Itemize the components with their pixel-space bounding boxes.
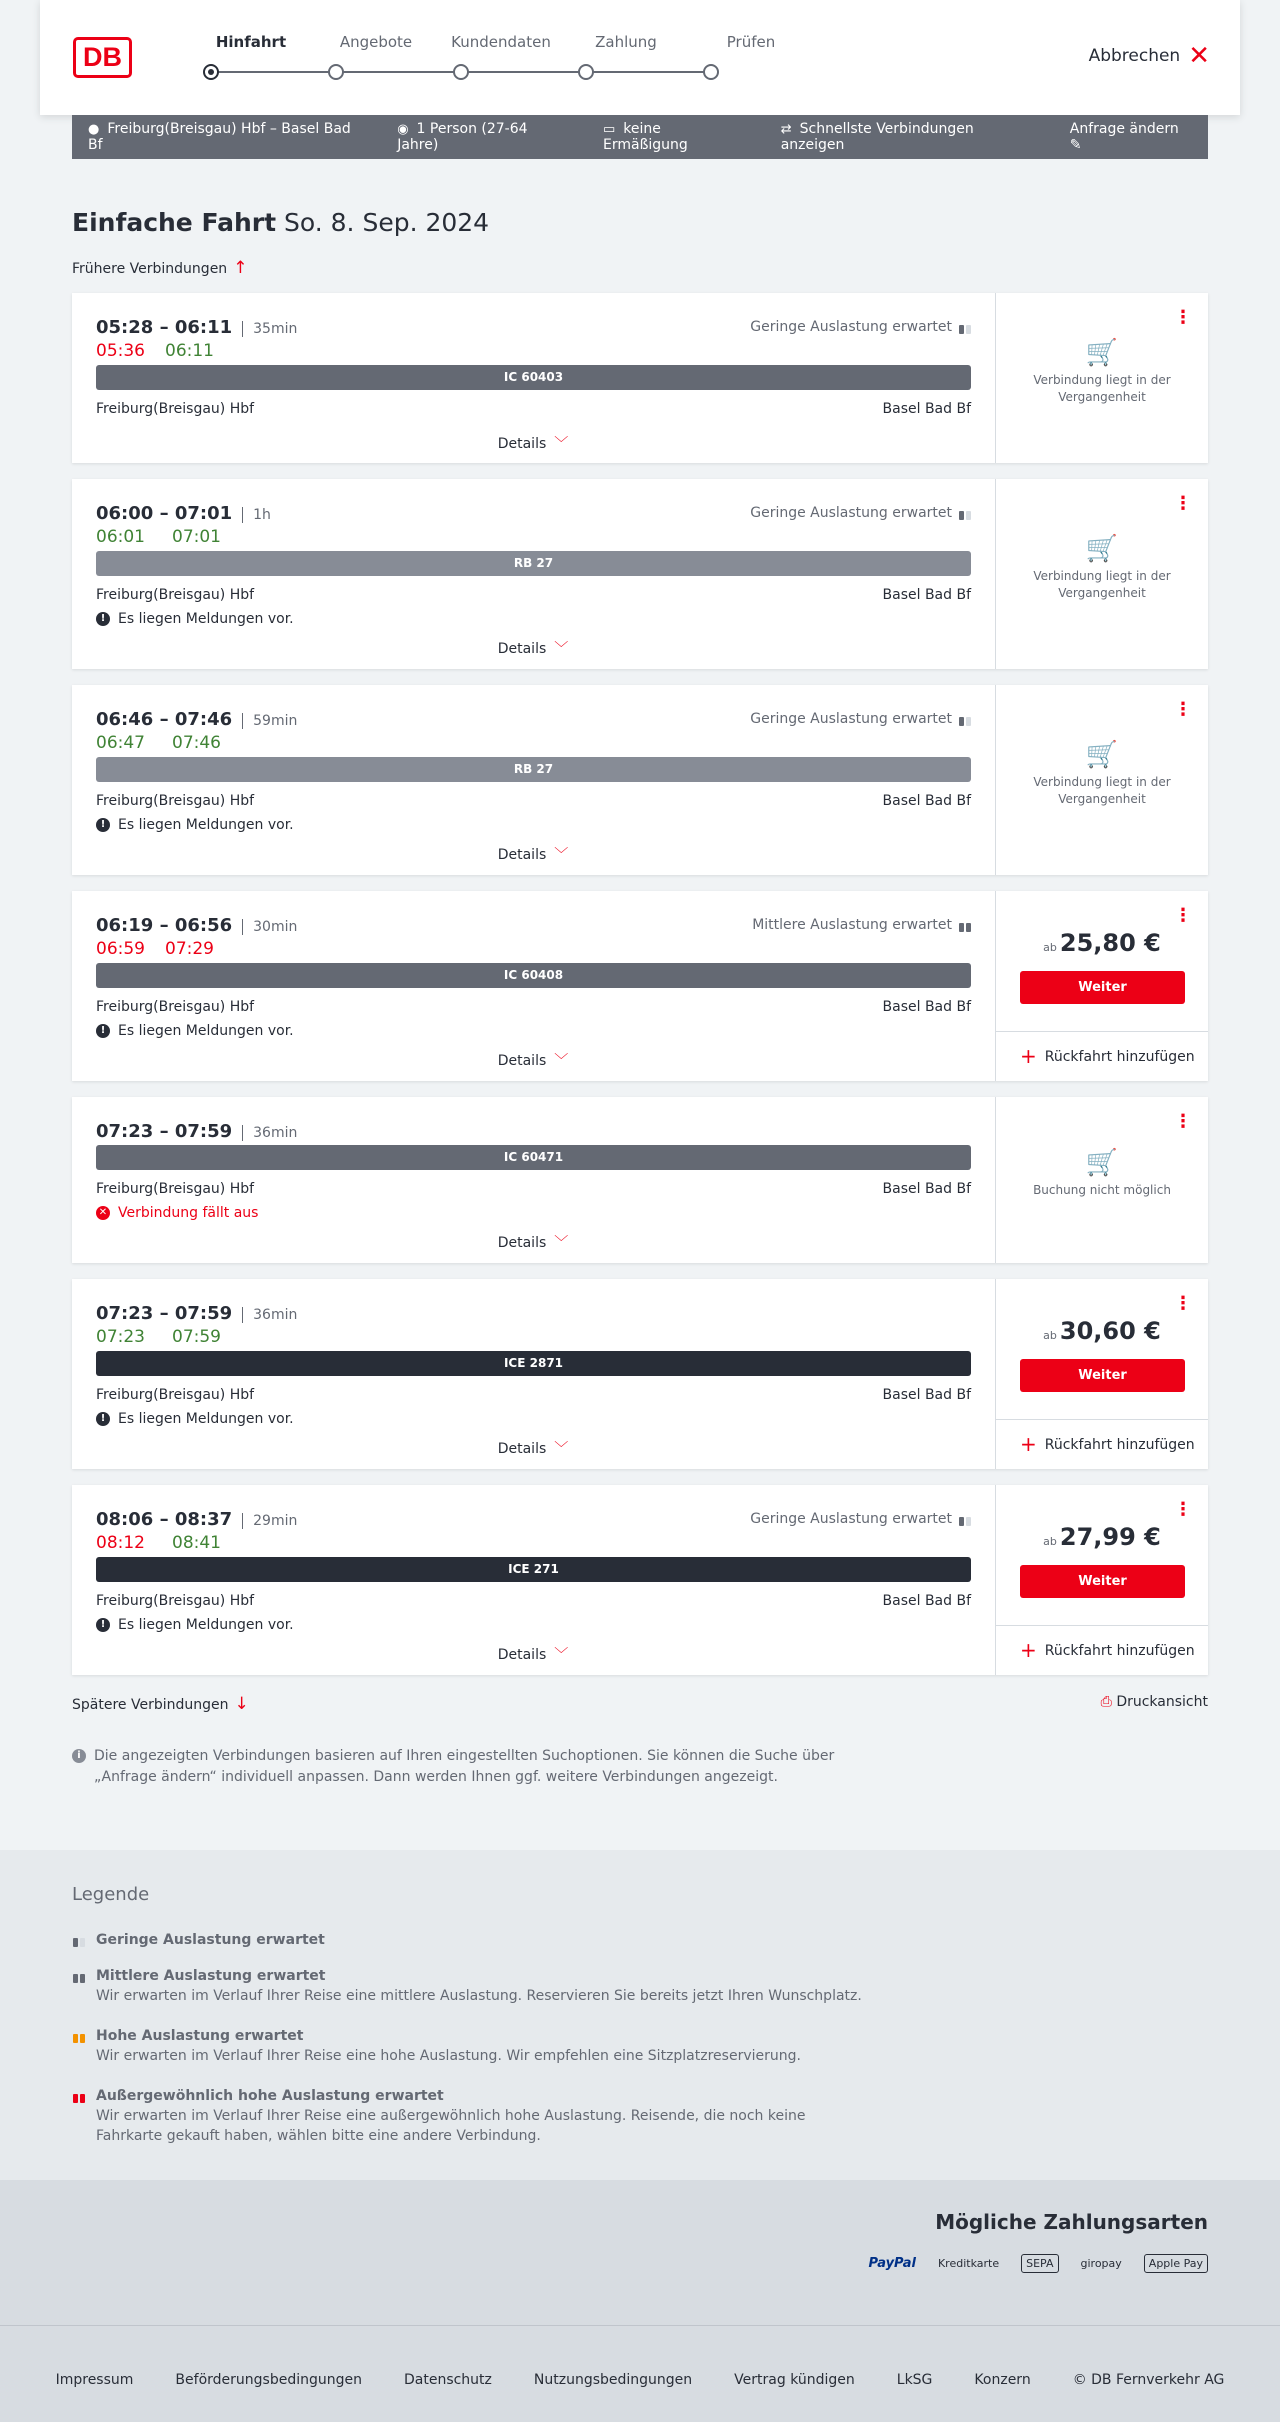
connection-duration: 29min <box>242 1513 297 1529</box>
realtime-departure: 06:59 <box>96 939 145 959</box>
occupancy-high-icon <box>72 2029 86 2043</box>
connection-info <box>72 1485 994 1675</box>
cancel-circle-icon: ✕ <box>96 1206 110 1220</box>
step-kundendaten: Kundendaten <box>451 33 551 51</box>
connection-times: 08:06 – 08:37 29min <box>96 1509 298 1530</box>
page-title: Einfache Fahrt So. 8. Sep. 2024 <box>72 208 490 237</box>
booking-panel <box>995 685 1208 875</box>
connection-times: 07:23 – 07:59 36min <box>96 1121 298 1142</box>
more-options-icon[interactable]: ⋮ <box>1174 307 1192 328</box>
person-icon: ◉ <box>397 122 409 137</box>
booking-state: 🛒 Buchung nicht möglich <box>996 1155 1208 1199</box>
summary-option: ⇄ Schnellste Verbindungen anzeigen <box>780 121 974 153</box>
occupancy-low-icon <box>958 506 972 520</box>
step-dot-angebote <box>328 64 344 80</box>
earlier-connections-link[interactable]: Frühere Verbindungen ↑ <box>72 258 248 278</box>
more-options-icon[interactable]: ⋮ <box>1174 1293 1192 1314</box>
connection-info <box>72 891 994 1081</box>
realtime-arrival: 07:59 <box>172 1327 221 1347</box>
continue-button[interactable]: Weiter <box>1020 971 1185 1004</box>
arrival-station: Basel Bad Bf <box>882 401 971 417</box>
realtime-departure: 08:12 <box>96 1533 145 1553</box>
apple-pay-icon: Apple Pay <box>1144 2254 1208 2273</box>
db-logo[interactable]: DB <box>73 37 132 78</box>
realtime-arrival: 07:46 <box>172 733 221 753</box>
footer-link-impressum[interactable]: Impressum <box>55 2372 134 2388</box>
service-message[interactable]: ! Es liegen Meldungen vor. <box>96 611 294 627</box>
occupancy-low-icon <box>958 320 972 334</box>
connection-card <box>72 685 1208 875</box>
giropay-icon: giropay <box>1080 2257 1122 2270</box>
arrival-station: Basel Bad Bf <box>882 1593 971 1609</box>
realtime-arrival: 06:11 <box>165 341 214 361</box>
footer-link-konzern[interactable]: Konzern <box>974 2372 1031 2388</box>
legend-item-low: Geringe Auslastung erwartet <box>72 1930 325 1950</box>
occupancy-extreme-icon <box>72 2089 86 2103</box>
step-hinfahrt: Hinfahrt <box>215 33 287 51</box>
realtime-arrival: 07:29 <box>165 939 214 959</box>
arrow-up-icon: ↑ <box>233 258 248 278</box>
change-request-button[interactable]: Anfrage ändern ✎ <box>1069 121 1179 153</box>
close-icon: ✕ <box>1188 41 1210 71</box>
summary-discount: ▭ keine Ermäßigung <box>603 121 688 153</box>
step-dot-kundendaten <box>453 64 469 80</box>
add-return-trip-button[interactable]: + Rückfahrt hinzufügen <box>996 1031 1208 1081</box>
train-bar: ICE 2871 <box>96 1351 971 1376</box>
arrival-station: Basel Bad Bf <box>882 587 971 603</box>
booking-state: 🛒 Verbindung liegt in der Vergangenheit <box>996 747 1208 808</box>
connection-card <box>72 1485 1208 1675</box>
continue-button[interactable]: Weiter <box>1020 1359 1185 1392</box>
details-toggle[interactable]: Details ﹀ <box>497 1647 569 1663</box>
occupancy-medium-icon <box>72 1969 86 1983</box>
realtime-departure: 06:01 <box>96 527 145 547</box>
connection-duration: 36min <box>242 1125 297 1141</box>
connection-card <box>72 891 1208 1081</box>
realtime-departure: 06:47 <box>96 733 145 753</box>
top-bar <box>40 0 1240 115</box>
connection-duration: 1h <box>242 507 271 523</box>
occupancy-low-icon <box>958 1512 972 1526</box>
more-options-icon[interactable]: ⋮ <box>1174 1499 1192 1520</box>
departure-station: Freiburg(Breisgau) Hbf <box>96 999 255 1015</box>
details-toggle[interactable]: Details ﹀ <box>497 641 569 657</box>
legend-item-high: Hohe Auslastung erwartet Wir erwarten im Verlauf Ihrer Reise eine hohe Auslastung. Wir empfehlen eine Sitzplatzreservierung. <box>72 2026 801 2066</box>
connection-card <box>72 1097 1208 1263</box>
footer-link-lksg[interactable]: LkSG <box>896 2372 933 2388</box>
connection-times: 06:19 – 06:56 30min <box>96 915 298 936</box>
realtime-departure: 05:36 <box>96 341 145 361</box>
alert-icon: ! <box>96 1618 110 1632</box>
realtime-departure: 07:23 <box>96 1327 145 1347</box>
train-bar: RB 27 <box>96 757 971 782</box>
step-zahlung: Zahlung <box>595 33 657 51</box>
chevron-down-icon: ﹀ <box>554 847 569 863</box>
chevron-down-icon: ﹀ <box>554 1235 569 1251</box>
search-summary-bar <box>72 115 1208 159</box>
connection-duration: 30min <box>242 919 297 935</box>
more-options-icon[interactable]: ⋮ <box>1174 905 1192 926</box>
connection-times: 06:46 – 07:46 59min <box>96 709 298 730</box>
details-toggle[interactable]: Details ﹀ <box>497 1053 569 1069</box>
booking-panel <box>995 1485 1208 1675</box>
connection-info <box>72 479 994 669</box>
cart-unavailable-icon: 🛒 <box>1085 740 1119 770</box>
connection-info <box>72 293 994 463</box>
price: ab 25,80 € <box>1043 929 1161 957</box>
legend-item-extreme: Außergewöhnlich hohe Auslastung erwartet Wir erwarten im Verlauf Ihrer Reise eine außergewöhnlich hohe Auslastung. Reisende, die noch keine Fahrkarte gekauft haben, wählen bitte eine andere Verbindung. <box>72 2086 872 2146</box>
details-toggle[interactable]: Details ﹀ <box>497 436 569 452</box>
arrival-station: Basel Bad Bf <box>882 1387 971 1403</box>
plus-icon: + <box>1020 1432 1037 1456</box>
chevron-down-icon: ﹀ <box>554 1053 569 1069</box>
alert-icon: ! <box>96 612 110 626</box>
occupancy-low-icon <box>958 712 972 726</box>
departure-station: Freiburg(Breisgau) Hbf <box>96 1387 255 1403</box>
plus-icon: + <box>1020 1044 1037 1068</box>
step-dot-hinfahrt <box>203 64 219 80</box>
booking-state: 🛒 Verbindung liegt in der Vergangenheit <box>996 345 1208 406</box>
alert-icon: ! <box>96 1412 110 1426</box>
service-message[interactable]: ! Es liegen Meldungen vor. <box>96 1023 294 1039</box>
occupancy-info: Geringe Auslastung erwartet <box>750 319 972 335</box>
payment-title: Mögliche Zahlungsarten <box>935 2210 1208 2234</box>
service-message[interactable]: ! Es liegen Meldungen vor. <box>96 1617 294 1633</box>
chevron-down-icon: ﹀ <box>554 436 569 452</box>
train-bar: IC 60471 <box>96 1145 971 1170</box>
departure-station: Freiburg(Breisgau) Hbf <box>96 1593 255 1609</box>
connection-times: 06:00 – 07:01 1h <box>96 503 271 524</box>
step-angebote: Angebote <box>339 33 413 51</box>
search-info-note: i Die angezeigten Verbindungen basieren auf Ihren eingestellten Suchoptionen. Sie können die Suche über „Anfrage ändern“ individuell anpassen. Dann werden Ihnen ggf. weitere Verbindungen angezeigt. <box>72 1746 862 1788</box>
connection-info <box>72 1279 994 1469</box>
footer <box>0 2325 1280 2422</box>
connection-times: 07:23 – 07:59 36min <box>96 1303 298 1324</box>
credit-card-icon: Kreditkarte <box>937 2257 1000 2270</box>
connection-card <box>72 479 1208 669</box>
occupancy-info: Geringe Auslastung erwartet <box>750 505 972 521</box>
departure-station: Freiburg(Breisgau) Hbf <box>96 1181 255 1197</box>
booking-panel <box>995 891 1208 1081</box>
train-bar: RB 27 <box>96 551 971 576</box>
departure-station: Freiburg(Breisgau) Hbf <box>96 401 255 417</box>
connection-card <box>72 1279 1208 1469</box>
step-pruefen: Prüfen <box>726 33 776 51</box>
arrow-down-icon: ↓ <box>234 1694 249 1714</box>
occupancy-medium-icon <box>958 918 972 932</box>
details-toggle[interactable]: Details ﹀ <box>497 1235 569 1251</box>
payment-methods-section <box>0 2180 1280 2325</box>
booking-panel <box>995 1279 1208 1469</box>
footer-copyright: © DB Fernverkehr AG <box>1072 2372 1225 2388</box>
service-message[interactable]: ! Es liegen Meldungen vor. <box>96 817 294 833</box>
connection-times: 05:28 – 06:11 35min <box>96 317 298 338</box>
cancel-label: Abbrechen <box>1088 46 1181 66</box>
chevron-down-icon: ﹀ <box>554 1441 569 1457</box>
sepa-icon: SEPA <box>1021 2254 1058 2273</box>
booking-panel <box>995 293 1208 463</box>
train-bar: IC 60403 <box>96 365 971 390</box>
pencil-icon: ✎ <box>1069 137 1082 153</box>
footer-link-kuendigen[interactable]: Vertrag kündigen <box>734 2372 855 2388</box>
details-toggle[interactable]: Details ﹀ <box>497 847 569 863</box>
realtime-arrival: 07:01 <box>172 527 221 547</box>
alert-icon: ! <box>96 1024 110 1038</box>
add-return-trip-button[interactable]: + Rückfahrt hinzufügen <box>996 1419 1208 1469</box>
connection-duration: 59min <box>242 713 297 729</box>
chevron-down-icon: ﹀ <box>554 641 569 657</box>
print-view-link[interactable]: ⎙ Druckansicht <box>1100 1694 1208 1710</box>
occupancy-low-icon <box>72 1933 86 1947</box>
legend-section <box>0 1850 1280 2180</box>
connection-duration: 35min <box>242 321 297 337</box>
cart-unavailable-icon: 🛒 <box>1085 534 1119 564</box>
booking-panel <box>995 1097 1208 1263</box>
departure-station: Freiburg(Breisgau) Hbf <box>96 793 255 809</box>
swap-arrows-icon: ⇄ <box>780 122 792 137</box>
connection-duration: 36min <box>242 1307 297 1323</box>
bahncard-icon: ▭ <box>603 122 616 137</box>
printer-icon: ⎙ <box>1100 1694 1112 1710</box>
occupancy-info: Mittlere Auslastung erwartet <box>752 917 972 933</box>
footer-link-nutzung[interactable]: Nutzungsbedingungen <box>533 2372 693 2388</box>
travel-date: So. 8. Sep. 2024 <box>284 208 490 237</box>
arrival-station: Basel Bad Bf <box>882 999 971 1015</box>
connection-info <box>72 1097 994 1263</box>
more-options-icon[interactable]: ⋮ <box>1174 493 1192 514</box>
step-dot-zahlung <box>578 64 594 80</box>
departure-station: Freiburg(Breisgau) Hbf <box>96 587 255 603</box>
alert-icon: ! <box>96 818 110 832</box>
paypal-icon: PayPal <box>868 2256 916 2271</box>
occupancy-info: Geringe Auslastung erwartet <box>750 1511 972 1527</box>
more-options-icon[interactable]: ⋮ <box>1174 1111 1192 1132</box>
booking-panel <box>995 479 1208 669</box>
footer-link-befoerderung[interactable]: Beförderungsbedingungen <box>175 2372 362 2388</box>
cancellation-message[interactable]: ✕ Verbindung fällt aus <box>96 1205 258 1221</box>
service-message[interactable]: ! Es liegen Meldungen vor. <box>96 1411 294 1427</box>
footer-links <box>0 2372 1280 2388</box>
later-connections-link[interactable]: Spätere Verbindungen ↓ <box>72 1694 249 1714</box>
cancel-button[interactable] <box>1088 41 1210 71</box>
booking-state: 🛒 Verbindung liegt in der Vergangenheit <box>996 541 1208 602</box>
location-pin-icon: ● <box>88 122 100 137</box>
occupancy-info: Geringe Auslastung erwartet <box>750 711 972 727</box>
more-options-icon[interactable]: ⋮ <box>1174 699 1192 720</box>
cart-unavailable-icon: 🛒 <box>1085 338 1119 368</box>
payment-icons <box>869 2254 1209 2273</box>
legend-item-medium: Mittlere Auslastung erwartet Wir erwarten im Verlauf Ihrer Reise eine mittlere Auslastung. Reservieren Sie bereits jetzt Ihren Wunschplatz. <box>72 1966 862 2006</box>
chevron-down-icon: ﹀ <box>554 1647 569 1663</box>
train-bar: ICE 271 <box>96 1557 971 1582</box>
summary-route: ● Freiburg(Breisgau) Hbf – Basel Bad Bf <box>88 121 351 153</box>
arrival-station: Basel Bad Bf <box>882 1181 971 1197</box>
add-return-trip-button[interactable]: + Rückfahrt hinzufügen <box>996 1625 1208 1675</box>
details-toggle[interactable]: Details ﹀ <box>497 1441 569 1457</box>
cart-unavailable-icon: 🛒 <box>1085 1148 1119 1178</box>
summary-persons: ◉ 1 Person (27-64 Jahre) <box>397 121 528 153</box>
step-dot-pruefen <box>703 64 719 80</box>
legend-title: Legende <box>72 1884 150 1905</box>
arrival-station: Basel Bad Bf <box>882 793 971 809</box>
footer-link-datenschutz[interactable]: Datenschutz <box>403 2372 492 2388</box>
realtime-arrival: 08:41 <box>172 1533 221 1553</box>
plus-icon: + <box>1020 1638 1037 1662</box>
continue-button[interactable]: Weiter <box>1020 1565 1185 1598</box>
price: ab 30,60 € <box>1043 1317 1161 1345</box>
connection-info <box>72 685 994 875</box>
connection-card <box>72 293 1208 463</box>
train-bar: IC 60408 <box>96 963 971 988</box>
price: ab 27,99 € <box>1043 1523 1161 1551</box>
